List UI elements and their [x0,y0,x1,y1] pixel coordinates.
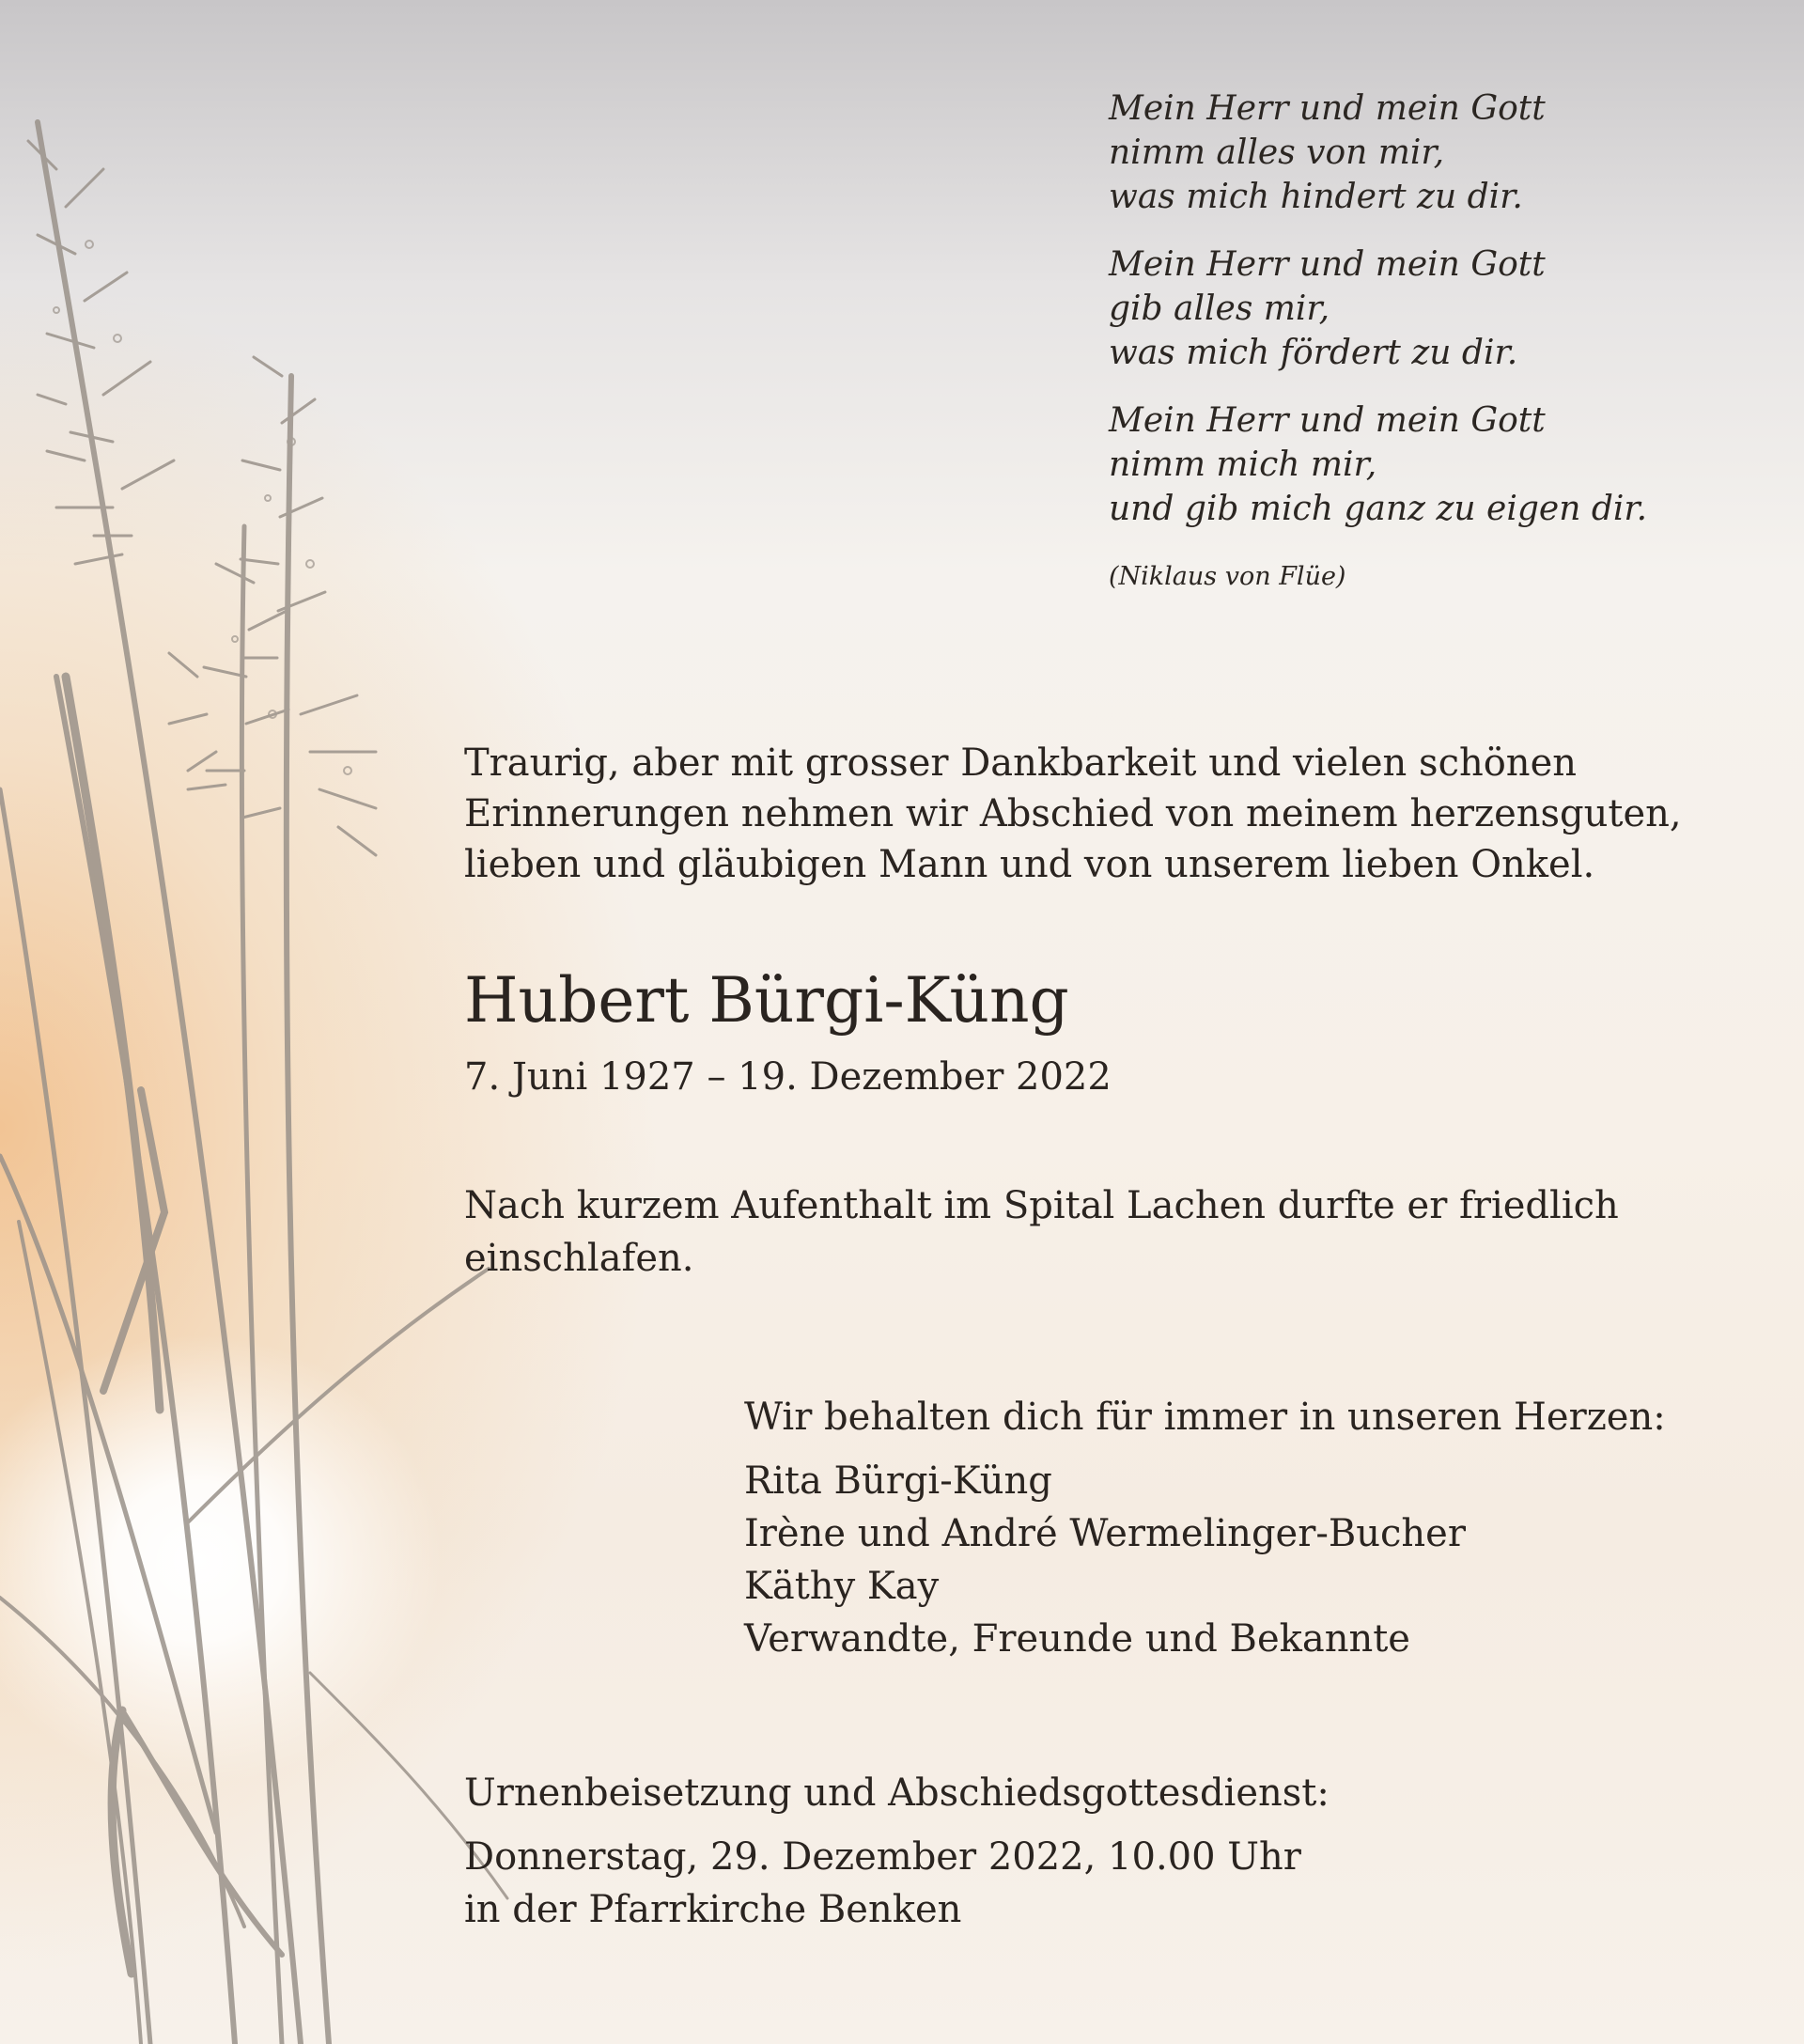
service-place: in der Pfarrkirche Benken [464,1888,962,1931]
poem-line: was mich fördert zu dir. [1109,334,1518,372]
mourner-name: Käthy Kay [744,1565,940,1608]
intro-line: Erinnerungen nehmen wir Abschied von meinem herzensguten, [464,792,1682,835]
intro-text [464,738,1742,890]
poem-stanza [1109,86,1647,219]
intro-line: lieben und gläubigen Mann und von unserem lieben Onkel. [464,843,1595,886]
poem [1109,86,1647,599]
life-dates: 7. Juni 1927 – 19. Dezember 2022 [464,1055,1112,1099]
poem-source: (Niklaus von Flüe) [1109,562,1346,591]
service-block [464,1767,1330,1936]
intro-line: Traurig, aber mit grosser Dankbarkeit und vielen schönen [464,741,1578,785]
poem-stanza [1109,398,1647,531]
mourner-name: Verwandte, Freunde und Bekannte [744,1617,1410,1661]
poem-line: nimm mich mir, [1109,445,1377,484]
poem-line: Mein Herr und mein Gott [1109,245,1546,284]
mourners-heading: Wir behalten dich für immer in unseren Herzen: [744,1396,1666,1439]
mourners-block [744,1391,1666,1665]
poem-line: was mich hindert zu dir. [1109,178,1523,216]
passing-line: Nach kurzem Aufenthalt im Spital Lachen durfte er friedlich [464,1184,1619,1227]
poem-line: nimm alles von mir, [1109,133,1445,172]
mourner-name: Irène und André Wermelinger-Bucher [744,1512,1466,1555]
service-date: Donnerstag, 29. Dezember 2022, 10.00 Uhr [464,1835,1301,1879]
poem-line: Mein Herr und mein Gott [1109,89,1546,128]
deceased-name: Hubert Bürgi-Küng [464,964,1069,1037]
poem-line: gib alles mir, [1109,289,1330,328]
grass-illustration [0,0,526,2044]
poem-line: und gib mich ganz zu eigen dir. [1109,490,1648,528]
service-heading: Urnenbeisetzung und Abschiedsgottesdienst: [464,1771,1330,1815]
mourner-name: Rita Bürgi-Küng [744,1459,1052,1503]
poem-line: Mein Herr und mein Gott [1109,401,1546,440]
passing-text [464,1179,1619,1285]
poem-stanza [1109,242,1647,375]
passing-line: einschlafen. [464,1237,694,1280]
